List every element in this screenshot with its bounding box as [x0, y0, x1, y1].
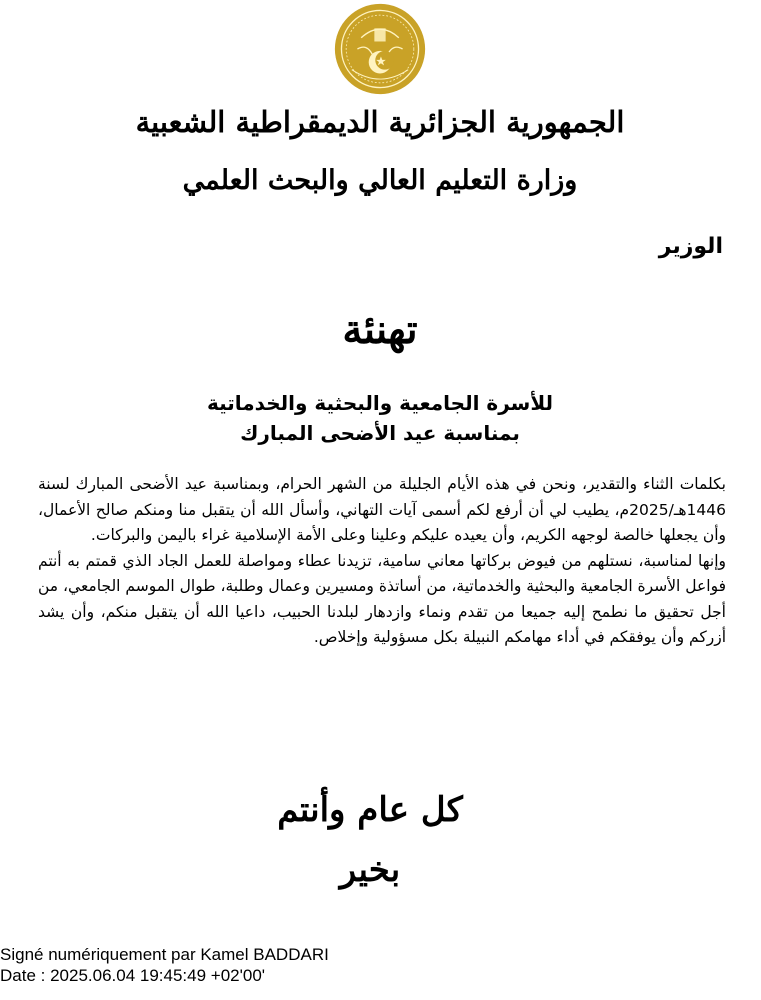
subtitle-line-1: للأسرة الجامعية والبحثية والخدماتية — [206, 391, 554, 415]
letter-body — [38, 472, 726, 651]
subtitle-line-2: بمناسبة عيد الأضحى المبارك — [240, 421, 520, 445]
minister-title: الوزير — [658, 234, 723, 259]
greeting-title: تهنئة — [342, 306, 418, 353]
state-seal-icon — [333, 2, 427, 96]
greeting-subtitle — [130, 388, 630, 448]
ministry-name: وزارة التعليم العالي والبحث العلمي — [182, 165, 578, 196]
body-paragraph-1: بكلمات الثناء والتقدير، ونحن في هذه الأيام الجليلة من الشهر الحرام، وبمناسبة عيد الأضحى المبارك لسنة 1446هـ/2025م، يطيب لي أن أرفع لكم أسمى آيات التهاني، وأسأل الله أن يتقبل منا ومنكم صالح الأعمال، وأن يجعلها خالصة لوجهه الكريم، وأن يعيده عليكم وعلينا وعلى الأمة الإسلامية غراء باليمن والبركات. — [38, 475, 726, 544]
body-paragraph-2: وإنها لمناسبة، نستلهم من فيوض بركاتها معاني سامية، تزيدنا عطاء ومواصلة للعمل الجاد الذي قمتم به أنتم فواعل الأسرة الجامعية والبحثية والخدماتية، من أساتذة ومسيرين وعمال وطلبة، طوال الموسم الجامعي، من أجل تحقيق ما نطمح إليه جميعا من تقدم ونماء وازدهار لبلدنا الحبيب، داعيا الله أن يتقبل منكم، وأن يشد أزركم وأن يوفقكم في أداء مهامكم النبيلة بكل مسؤولية وإخلاص. — [38, 551, 726, 646]
digital-signature — [0, 944, 329, 986]
republic-name: الجمهورية الجزائرية الديمقراطية الشعبية — [135, 105, 625, 139]
signature-line-1: Signé numériquement par Kamel BADDARI — [0, 945, 329, 964]
closing-calligraphy: كل عام وأنتم بخير — [277, 790, 463, 890]
signature-date: Date : 2025.06.04 19:45:49 +02'00' — [0, 966, 266, 985]
